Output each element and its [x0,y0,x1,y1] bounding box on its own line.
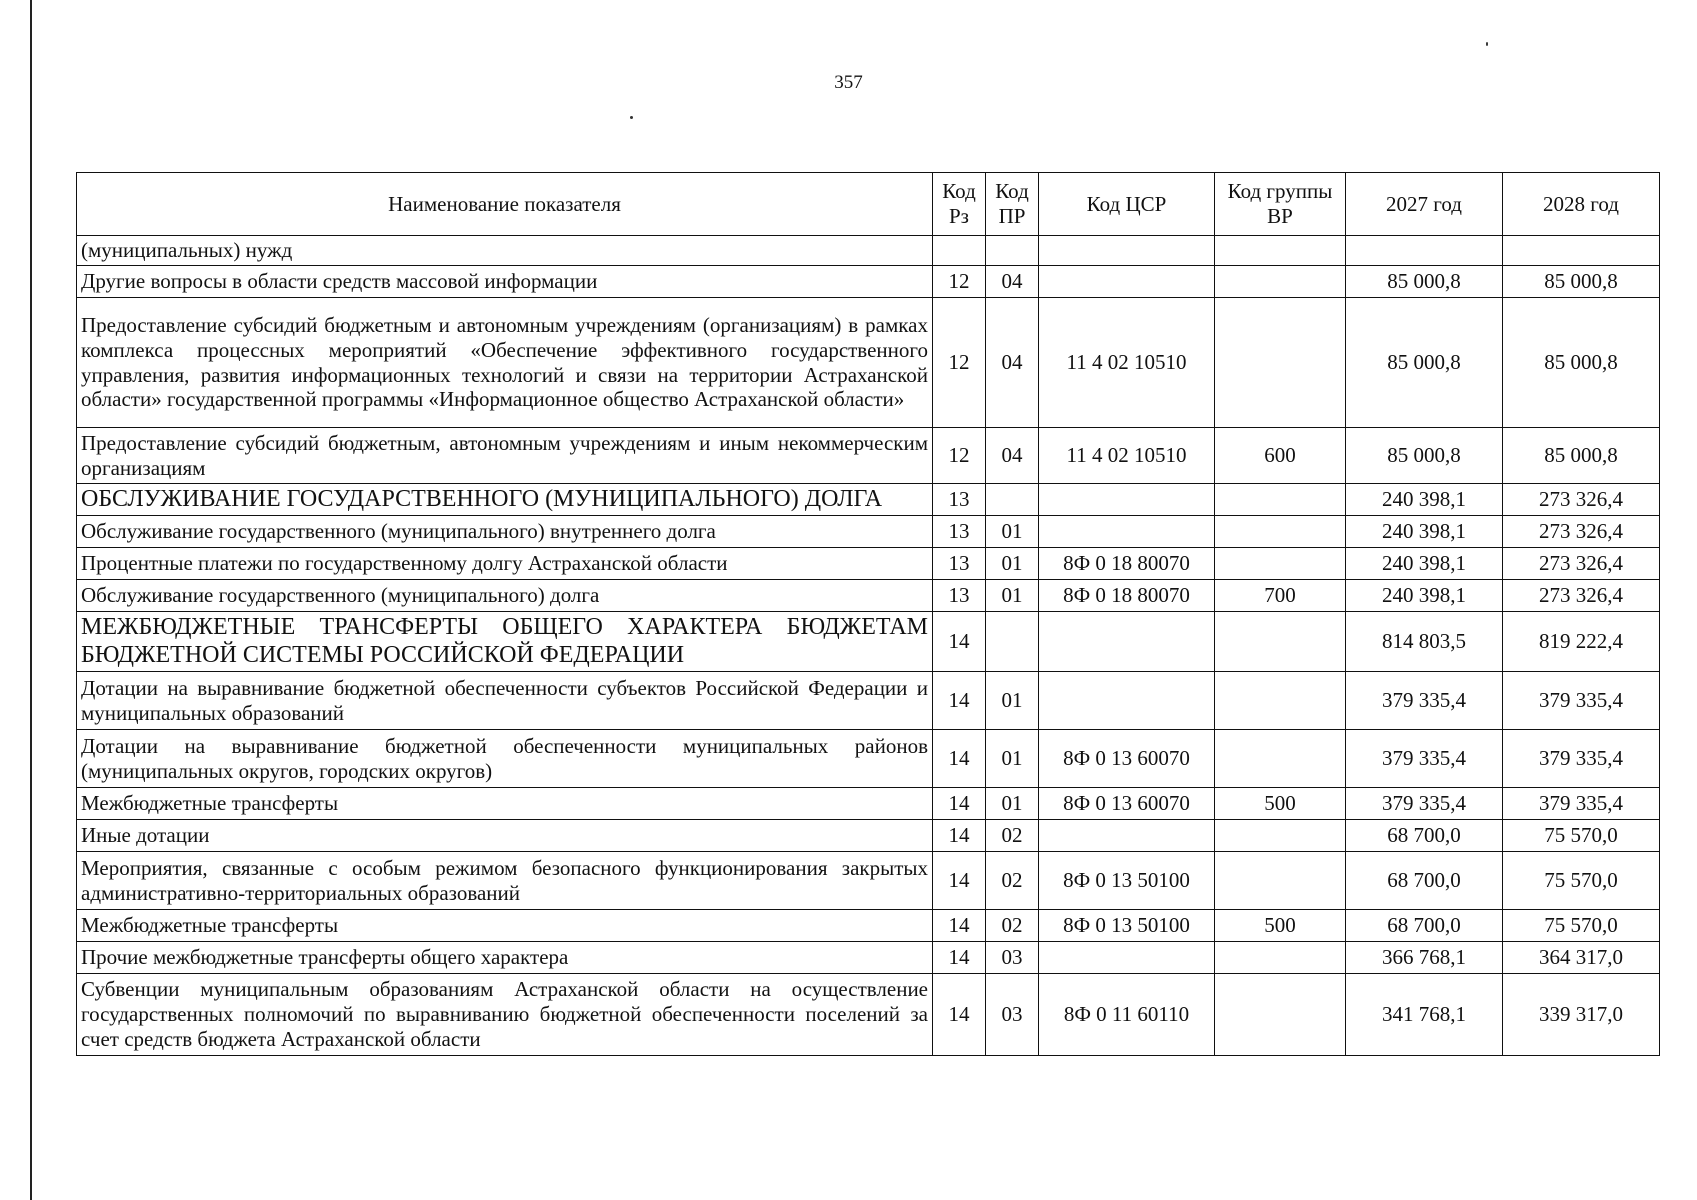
row-value-2027: 379 335,4 [1346,730,1503,788]
page-number: 357 [834,72,863,93]
row-code-csr: 11 4 02 10510 [1039,298,1215,428]
row-code-rz: 13 [933,484,986,516]
row-code-rz: 14 [933,820,986,852]
row-code-pr: 01 [986,516,1039,548]
row-code-rz: 14 [933,672,986,730]
row-name: Предоставление субсидий бюджетным и автономным учреждениям (организациям) в рамках комплекса процессных мероприятий «Обеспечение эффективного государственного управления, развития информационных технологий и связи на территории Астраханской области» государственной программы «Информационное общество Астраханской области» [77,298,933,428]
table-row [77,484,1660,516]
row-code-pr: 02 [986,820,1039,852]
table-row [77,730,1660,788]
table-row [77,580,1660,612]
table-row [77,428,1660,484]
row-value-2027: 814 803,5 [1346,612,1503,672]
row-code-vr [1215,516,1346,548]
row-value-2027: 240 398,1 [1346,484,1503,516]
row-value-2028: 379 335,4 [1503,730,1660,788]
row-code-rz [933,236,986,266]
row-code-vr: 700 [1215,580,1346,612]
table-body [77,236,1660,1056]
row-name: Мероприятия, связанные с особым режимом безопасного функционирования закрытых административно-территориальных образований [77,852,933,910]
header-2028: 2028 год [1503,173,1660,236]
row-code-vr: 500 [1215,910,1346,942]
table-row [77,910,1660,942]
row-value-2027: 240 398,1 [1346,548,1503,580]
table-row [77,820,1660,852]
row-value-2027: 68 700,0 [1346,910,1503,942]
row-name: Другие вопросы в области средств массовой информации [77,266,933,298]
row-value-2027 [1346,236,1503,266]
row-code-vr [1215,672,1346,730]
row-value-2027: 68 700,0 [1346,852,1503,910]
row-code-pr: 02 [986,910,1039,942]
row-code-rz: 13 [933,516,986,548]
row-code-vr [1215,820,1346,852]
row-name: ОБСЛУЖИВАНИЕ ГОСУДАРСТВЕННОГО (МУНИЦИПАЛЬНОГО) ДОЛГА [77,484,933,516]
row-value-2028: 85 000,8 [1503,298,1660,428]
row-value-2028: 379 335,4 [1503,672,1660,730]
row-code-csr: 8Ф 0 18 80070 [1039,580,1215,612]
row-value-2028: 273 326,4 [1503,516,1660,548]
row-code-csr: 8Ф 0 13 50100 [1039,852,1215,910]
row-code-csr [1039,942,1215,974]
row-name: Предоставление субсидий бюджетным, автономным учреждениям и иным некоммерческим организациям [77,428,933,484]
row-name: Дотации на выравнивание бюджетной обеспеченности субъектов Российской Федерации и муниципальных образований [77,672,933,730]
row-code-rz: 12 [933,298,986,428]
row-code-pr: 01 [986,730,1039,788]
header-csr: Код ЦСР [1039,173,1215,236]
row-code-csr [1039,672,1215,730]
row-name: Обслуживание государственного (муниципального) внутреннего долга [77,516,933,548]
row-code-pr: 03 [986,942,1039,974]
header-rz: Код Рз [933,173,986,236]
row-code-vr [1215,730,1346,788]
row-code-rz: 14 [933,852,986,910]
row-name: МЕЖБЮДЖЕТНЫЕ ТРАНСФЕРТЫ ОБЩЕГО ХАРАКТЕРА БЮДЖЕТАМ БЮДЖЕТНОЙ СИСТЕМЫ РОССИЙСКОЙ ФЕДЕРАЦИИ [77,612,933,672]
row-code-pr [986,236,1039,266]
row-value-2027: 68 700,0 [1346,820,1503,852]
row-value-2028: 379 335,4 [1503,788,1660,820]
row-name: Дотации на выравнивание бюджетной обеспеченности муниципальных районов (муниципальных округов, городских округов) [77,730,933,788]
row-name: Иные дотации [77,820,933,852]
row-value-2028: 273 326,4 [1503,484,1660,516]
row-code-vr [1215,852,1346,910]
row-code-csr: 8Ф 0 13 50100 [1039,910,1215,942]
row-code-csr [1039,236,1215,266]
table-row [77,788,1660,820]
table-row [77,942,1660,974]
row-code-csr: 11 4 02 10510 [1039,428,1215,484]
row-code-csr: 8Ф 0 11 60110 [1039,974,1215,1056]
scan-speck [1486,42,1488,46]
row-code-vr [1215,298,1346,428]
row-code-csr: 8Ф 0 13 60070 [1039,730,1215,788]
row-code-vr [1215,612,1346,672]
row-value-2028: 364 317,0 [1503,942,1660,974]
row-code-rz: 12 [933,428,986,484]
row-code-pr: 01 [986,788,1039,820]
row-code-pr [986,484,1039,516]
row-value-2027: 240 398,1 [1346,516,1503,548]
row-code-vr [1215,236,1346,266]
budget-table [76,172,1660,1056]
row-code-vr [1215,484,1346,516]
header-name: Наименование показателя [77,173,933,236]
row-code-rz: 13 [933,548,986,580]
table-row [77,298,1660,428]
row-value-2027: 85 000,8 [1346,298,1503,428]
row-code-vr: 600 [1215,428,1346,484]
table-row [77,236,1660,266]
row-name: Обслуживание государственного (муниципального) долга [77,580,933,612]
row-name: Межбюджетные трансферты [77,788,933,820]
row-value-2027: 341 768,1 [1346,974,1503,1056]
row-name: Субвенции муниципальным образованиям Астраханской области на осуществление государственных полномочий по выравниванию бюджетной обеспеченности поселений за счет средств бюджета Астраханской области [77,974,933,1056]
header-pr: Код ПР [986,173,1039,236]
row-code-rz: 14 [933,942,986,974]
row-code-pr: 01 [986,580,1039,612]
row-value-2028: 273 326,4 [1503,580,1660,612]
table-row [77,266,1660,298]
row-value-2028: 273 326,4 [1503,548,1660,580]
row-value-2028: 75 570,0 [1503,820,1660,852]
row-value-2028: 819 222,4 [1503,612,1660,672]
row-value-2027: 379 335,4 [1346,672,1503,730]
row-code-csr: 8Ф 0 18 80070 [1039,548,1215,580]
row-value-2027: 85 000,8 [1346,428,1503,484]
row-name: Межбюджетные трансферты [77,910,933,942]
row-code-csr [1039,516,1215,548]
row-code-vr: 500 [1215,788,1346,820]
table-row [77,852,1660,910]
row-code-csr [1039,266,1215,298]
row-code-pr: 03 [986,974,1039,1056]
row-code-vr [1215,266,1346,298]
row-code-rz: 12 [933,266,986,298]
row-name: (муниципальных) нужд [77,236,933,266]
row-code-pr: 04 [986,428,1039,484]
row-value-2028: 75 570,0 [1503,910,1660,942]
row-code-pr: 01 [986,672,1039,730]
row-code-csr: 8Ф 0 13 60070 [1039,788,1215,820]
row-code-pr: 02 [986,852,1039,910]
row-value-2028: 75 570,0 [1503,852,1660,910]
row-code-rz: 14 [933,788,986,820]
scan-edge-line [30,0,32,1200]
row-name: Прочие межбюджетные трансферты общего характера [77,942,933,974]
row-code-rz: 14 [933,974,986,1056]
row-value-2027: 240 398,1 [1346,580,1503,612]
row-code-vr [1215,548,1346,580]
row-value-2028: 85 000,8 [1503,428,1660,484]
table-header-row [77,173,1660,236]
header-vr: Код группы ВР [1215,173,1346,236]
table-row [77,612,1660,672]
row-value-2028: 85 000,8 [1503,266,1660,298]
row-code-pr: 04 [986,266,1039,298]
row-code-csr [1039,612,1215,672]
row-value-2027: 85 000,8 [1346,266,1503,298]
table-row [77,974,1660,1056]
row-code-pr: 01 [986,548,1039,580]
scan-speck [630,116,633,119]
table-row [77,516,1660,548]
row-name: Процентные платежи по государственному долгу Астраханской области [77,548,933,580]
row-value-2027: 379 335,4 [1346,788,1503,820]
row-code-rz: 14 [933,730,986,788]
row-value-2027: 366 768,1 [1346,942,1503,974]
row-code-csr [1039,484,1215,516]
row-code-rz: 14 [933,910,986,942]
row-code-pr: 04 [986,298,1039,428]
row-code-rz: 13 [933,580,986,612]
row-code-rz: 14 [933,612,986,672]
row-value-2028: 339 317,0 [1503,974,1660,1056]
row-code-vr [1215,942,1346,974]
table-row [77,672,1660,730]
row-code-csr [1039,820,1215,852]
row-code-pr [986,612,1039,672]
header-2027: 2027 год [1346,173,1503,236]
row-code-vr [1215,974,1346,1056]
row-value-2028 [1503,236,1660,266]
table-row [77,548,1660,580]
